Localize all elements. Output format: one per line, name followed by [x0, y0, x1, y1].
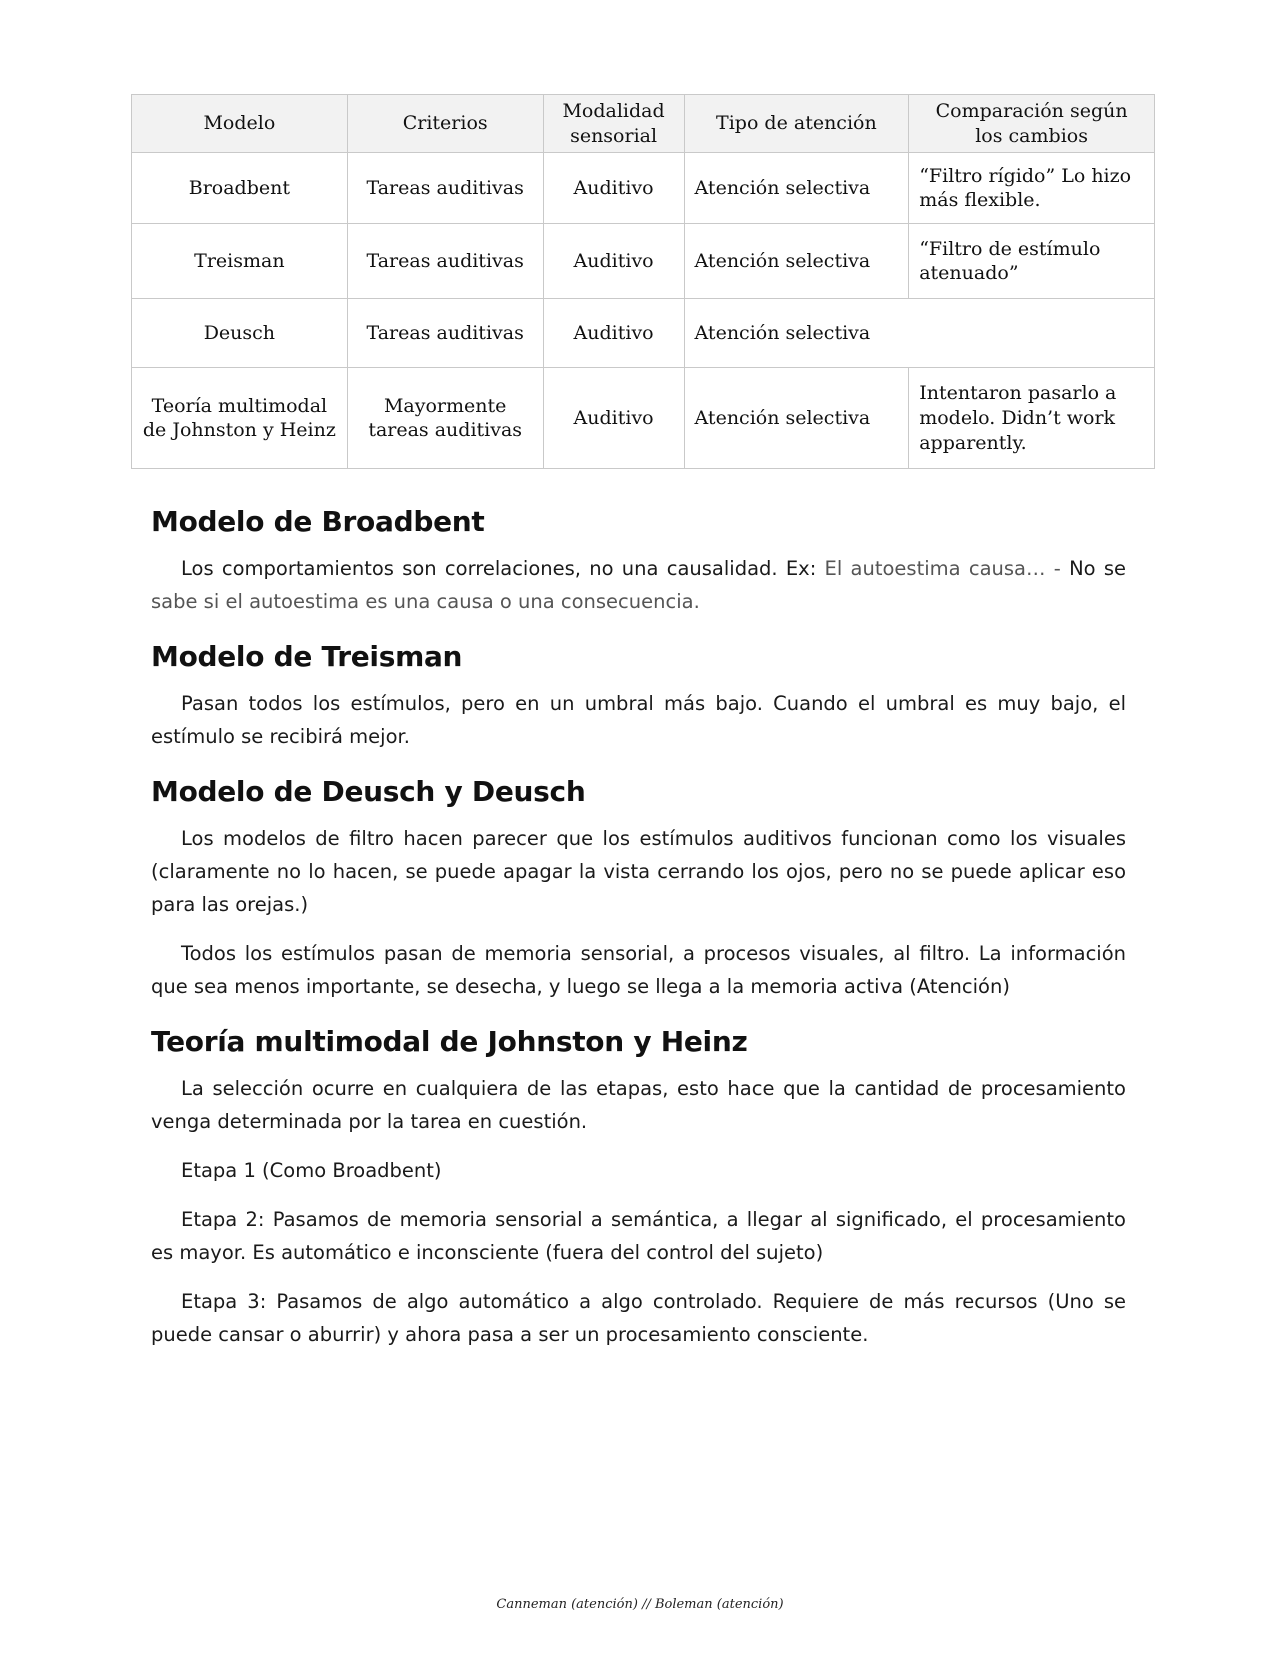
table-row — [132, 224, 1155, 299]
section-johnston-heinz — [151, 1025, 1126, 1351]
comparison-table — [131, 94, 1155, 469]
example-text: El autoestima causa… - — [824, 557, 1070, 580]
section-heading: Modelo de Deusch y Deusch — [151, 775, 586, 808]
cell-tipo-atencion: Atención selectiva — [684, 224, 909, 299]
cell-criterios: Tareas auditivas — [347, 224, 543, 299]
paragraph: Etapa 1 (Como Broadbent) — [181, 1159, 442, 1182]
cell-criterios: Mayormente tareas auditivas — [347, 368, 543, 469]
paragraph: Pasan todos los estímulos, pero en un umbral más bajo. Cuando el umbral es muy bajo, el estímulo se recibirá mejor. — [151, 692, 1126, 748]
table-row — [132, 299, 1155, 368]
cell-modelo: Deusch — [132, 299, 348, 368]
header-tipo-atencion: Tipo de atención — [684, 95, 909, 153]
page-footer: Canneman (atención) // Boleman (atención) — [496, 1597, 784, 1612]
paragraph: Etapa 2: Pasamos de memoria sensorial a semántica, a llegar al significado, el procesamiento es mayor. Es automático e inconsciente (fuera del control del sujeto) — [151, 1208, 1126, 1264]
cell-criterios: Tareas auditivas — [347, 153, 543, 224]
cell-tipo-atencion: Atención selectiva — [684, 368, 909, 469]
paragraph: Todos los estímulos pasan de memoria sensorial, a procesos visuales, al filtro. La información que sea menos importante, se desecha, y luego se llega a la memoria activa (Atención) — [151, 942, 1126, 998]
header-modalidad: Modalidad sensorial — [543, 95, 684, 153]
cell-comparacion: Intentaron pasarlo a modelo. Didn’t work apparently. — [909, 368, 1155, 469]
cell-modalidad: Auditivo — [543, 153, 684, 224]
section-heading: Teoría multimodal de Johnston y Heinz — [151, 1025, 748, 1058]
cell-tipo-atencion: Atención selectiva — [684, 153, 909, 224]
paragraph-text: No se — [1069, 557, 1126, 580]
cell-modalidad: Auditivo — [543, 224, 684, 299]
cell-modalidad: Auditivo — [543, 368, 684, 469]
table-row — [132, 368, 1155, 469]
cell-tipo-atencion: Atención selectiva — [684, 299, 1154, 368]
notes-body — [151, 505, 1126, 1373]
paragraph: Etapa 3: Pasamos de algo automático a algo controlado. Requiere de más recursos (Uno se puede cansar o aburrir) y ahora pasa a ser un procesamiento consciente. — [151, 1290, 1126, 1346]
example-text: sabe si el autoestima es una causa o una consecuencia. — [151, 590, 700, 613]
header-comparacion: Comparación según los cambios — [909, 95, 1155, 153]
cell-comparacion: “Filtro de estímulo atenuado” — [909, 224, 1155, 299]
cell-modalidad: Auditivo — [543, 299, 684, 368]
cell-comparacion: “Filtro rígido” Lo hizo más flexible. — [909, 153, 1155, 224]
section-heading: Modelo de Treisman — [151, 640, 463, 673]
table-row — [132, 153, 1155, 224]
paragraph: La selección ocurre en cualquiera de las etapas, esto hace que la cantidad de procesamiento venga determinada por la tarea en cuestión. — [151, 1077, 1126, 1133]
cell-modelo: Treisman — [132, 224, 348, 299]
paragraph-text: Los comportamientos son correlaciones, no una causalidad. Ex: — [181, 557, 825, 580]
header-modelo: Modelo — [132, 95, 348, 153]
cell-criterios: Tareas auditivas — [347, 299, 543, 368]
header-criterios: Criterios — [347, 95, 543, 153]
cell-modelo: Broadbent — [132, 153, 348, 224]
section-broadbent — [151, 505, 1126, 618]
paragraph: Los modelos de filtro hacen parecer que los estímulos auditivos funcionan como los visuales (claramente no lo hacen, se puede apagar la vista cerrando los ojos, pero no se puede aplicar eso para las orejas.) — [151, 827, 1126, 916]
table-header-row — [132, 95, 1155, 153]
cell-modelo: Teoría multimodal de Johnston y Heinz — [132, 368, 348, 469]
section-heading: Modelo de Broadbent — [151, 505, 485, 538]
paragraph — [151, 552, 1126, 618]
section-treisman — [151, 640, 1126, 753]
section-deusch — [151, 775, 1126, 1003]
